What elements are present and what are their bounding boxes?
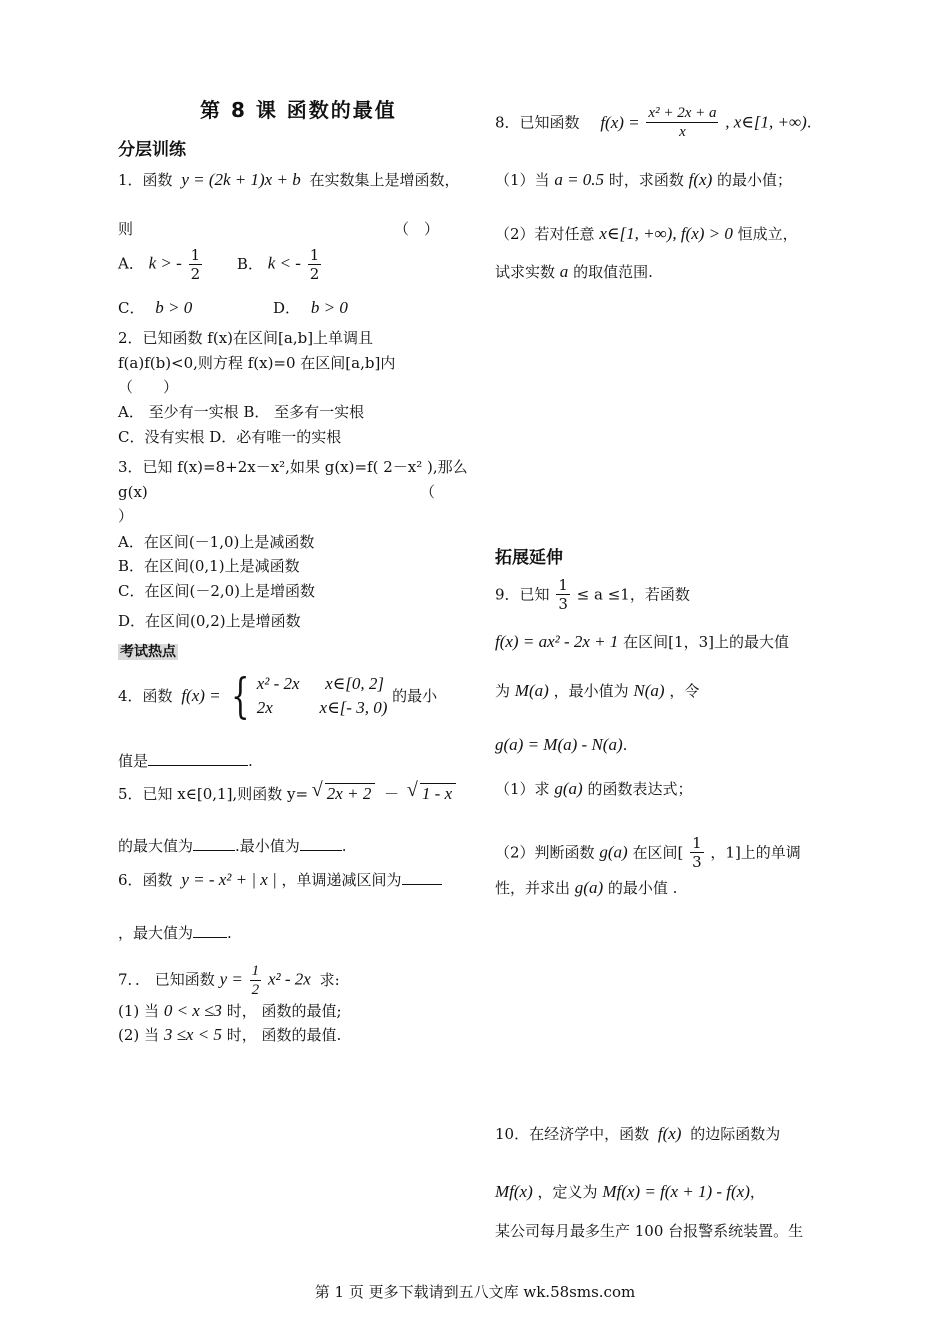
page-footer: 第 1 页 更多下载请到五八文库 wk.58sms.com	[314, 1283, 636, 1301]
q3-option-c: C．在区间(－2,0)上是增函数	[118, 582, 316, 600]
q1-line2	[118, 219, 133, 239]
q3-paren-right: ）	[118, 507, 134, 525]
question-7: 7．． 已知函数 y = $\frac{1}{2}$ x² - 2x 求:	[118, 963, 340, 998]
question-1	[118, 170, 460, 190]
q1-option-a-expr: k > -	[148, 253, 182, 273]
q1-option-c-expr: b > 0	[155, 298, 193, 317]
q1-options-ab	[118, 246, 323, 283]
q1-expression: y = (2k + 1)x + b	[181, 170, 301, 189]
q3-line1: 3．已知 f(x)=8+2x－x²,如果 g(x)=f( 2－x² ),那么	[118, 458, 468, 476]
q6-expression: y = - x² + | x |	[181, 870, 277, 889]
q10-line2: Mf(x) ，定义为 Mf(x) = f(x + 1) - f(x)，	[495, 1182, 765, 1201]
q10-definition: Mf(x) = f(x + 1) - f(x)	[602, 1182, 750, 1201]
q1-number: 1．函数	[118, 171, 173, 189]
q4-cases	[257, 672, 388, 720]
q4-line2: 值是 .	[118, 752, 253, 770]
q3-option-b: B．在区间(0,1)上是减函数	[118, 557, 300, 575]
q8-number: 8．已知函数	[495, 113, 580, 132]
q8-part-2-line2: 试求实数 a 的取值范围.	[495, 262, 653, 281]
q4-answer-blank[interactable]	[148, 750, 248, 766]
q9-part2-fraction: $\frac{1}{3}$	[692, 834, 702, 871]
page-title: 第 8 课 函数的最值	[200, 98, 397, 122]
q1-option-b-fraction: $\frac{1}{2}$	[309, 246, 320, 283]
q2-options-ab: A． 至少有一实根 B． 至多有一实根	[118, 403, 365, 421]
q8-fraction: $\frac{\text{x² + 2x + a}}{x}$	[648, 105, 717, 140]
q3-option-d: D．在区间(0,2)上是增函数	[118, 612, 301, 630]
section-exam-hotspot	[118, 641, 178, 662]
q2-line2: f(a)f(b)<0,则方程 f(x)=0 在区间[a,b]内	[118, 354, 396, 372]
q1-answer-paren: （ ）	[394, 220, 440, 238]
q10-number: 10．在经济学中，函数	[495, 1125, 650, 1143]
section-extension: 拓展延伸	[495, 548, 563, 568]
question-9: 9．已知 $\frac{1}{3}$ ≤ a ≤1，若函数	[495, 576, 690, 613]
q10-line3: 某公司每月最多生产 100 台报警系统装置。生	[495, 1222, 804, 1240]
q1-then: 则	[118, 220, 134, 238]
question-5: 5．已知 x∈[0,1],则函数 y= √ 2x + 2 － √ 1 - x	[118, 783, 456, 804]
q2-answer-paren: （ ）	[118, 378, 179, 396]
q4-value-is: 值是	[118, 752, 149, 770]
q9-number: 9．已知	[495, 585, 550, 604]
q6-number: 6．函数	[118, 871, 173, 889]
question-6: 6．函数 y = - x² + | x | ，单调递减区间为	[118, 869, 442, 890]
section-layered-training: 分层训练	[118, 140, 186, 160]
q7-part-2: (2) 当 3 ≤x < 5 时， 函数的最值.	[118, 1025, 342, 1044]
q1-option-a-fraction: $\frac{1}{2}$	[190, 246, 201, 283]
q5-max-blank[interactable]	[193, 835, 235, 851]
q5-min-blank[interactable]	[300, 835, 342, 851]
q9-line2: f(x) = ax² - 2x + 1 在区间[1，3]上的最大值	[495, 632, 789, 651]
exam-hotspot-label: 考试热点	[120, 644, 176, 660]
q4-case-1: x² - 2x x∈[0, 2]	[256, 674, 384, 693]
q9-function: f(x) = ax² - 2x + 1	[495, 632, 619, 651]
q9-fraction: $\frac{1}{3}$	[558, 576, 568, 613]
q8-part-1: （1）当 a = 0.5 时，求函数 f(x) 的最小值；	[495, 170, 793, 189]
q4-text: 的最小	[392, 687, 438, 705]
q5-root-1: √ 2x + 2	[325, 783, 376, 804]
question-10: 10．在经济学中，函数 f(x) 的边际函数为	[495, 1124, 781, 1143]
q1-options-cd	[118, 298, 348, 318]
q9-line4: g(a) = M(a) - N(a).	[495, 735, 628, 754]
q1-option-a-label: A．	[118, 254, 144, 273]
q4-lhs: f(x) =	[181, 686, 221, 705]
q9-part-2: （2）判断函数 g(a) 在区间[ $\frac{1}{3}$ ，1]上的单调	[495, 834, 801, 871]
q3-option-a: A．在区间(－1,0)上是减函数	[118, 533, 315, 551]
q2-options-cd: C．没有实根 D．必有唯一的实根	[118, 428, 342, 446]
q7-part-1: (1) 当 0 < x ≤3 时， 函数的最值;	[118, 1001, 342, 1020]
q3-line2: g(x)	[118, 483, 148, 501]
q6-interval-blank[interactable]	[402, 869, 442, 885]
q9-part-2-line2: 性，并求出 g(a) 的最小值 .	[495, 878, 678, 897]
q1-option-b-label: B．	[236, 254, 263, 273]
q4-number: 4．函数	[118, 687, 173, 705]
question-4	[118, 668, 438, 724]
q1-option-b-expr: k < -	[267, 253, 301, 273]
q1-option-d-expr: b > 0	[310, 298, 348, 317]
q3-paren-left: （	[420, 483, 436, 501]
q1-text: 在实数集上是增函数，	[309, 171, 460, 189]
q7-number: 7．． 已知函数	[118, 970, 215, 989]
q5-line2: 的最大值为 .最小值为 .	[118, 837, 347, 855]
q2-line1: 2．已知函数 f(x)在区间[a,b]上单调且	[118, 329, 374, 347]
q5-root-2: √ 1 - x	[420, 783, 456, 804]
q7-fraction: $\frac{1}{2}$	[251, 963, 260, 998]
q6-max-blank[interactable]	[193, 922, 227, 938]
q9-line3: 为 M(a) ，最小值为 N(a) ，令	[495, 681, 700, 700]
q6-line2: ，最大值为 .	[118, 924, 232, 942]
q4-case-2: 2x x∈[- 3, 0)	[256, 698, 388, 717]
q5-number: 5．已知 x∈[0,1],则函数 y=	[118, 785, 309, 803]
q8-part-2: （2）若对任意 x∈[1, +∞), f(x) > 0 恒成立，	[495, 224, 798, 243]
q1-option-c-label: C．	[118, 299, 145, 317]
q1-option-d-label: D．	[273, 299, 301, 317]
q9-part-1: （1）求 g(a) 的函数表达式；	[495, 779, 693, 798]
q9-g-definition: g(a) = M(a) - N(a)	[495, 735, 623, 754]
q4-brace: {	[231, 668, 250, 724]
question-8: 8．已知函数 f(x) = $\frac{\text{x² + 2x + a}}{x}$ , x∈[1, +∞).	[495, 105, 812, 140]
